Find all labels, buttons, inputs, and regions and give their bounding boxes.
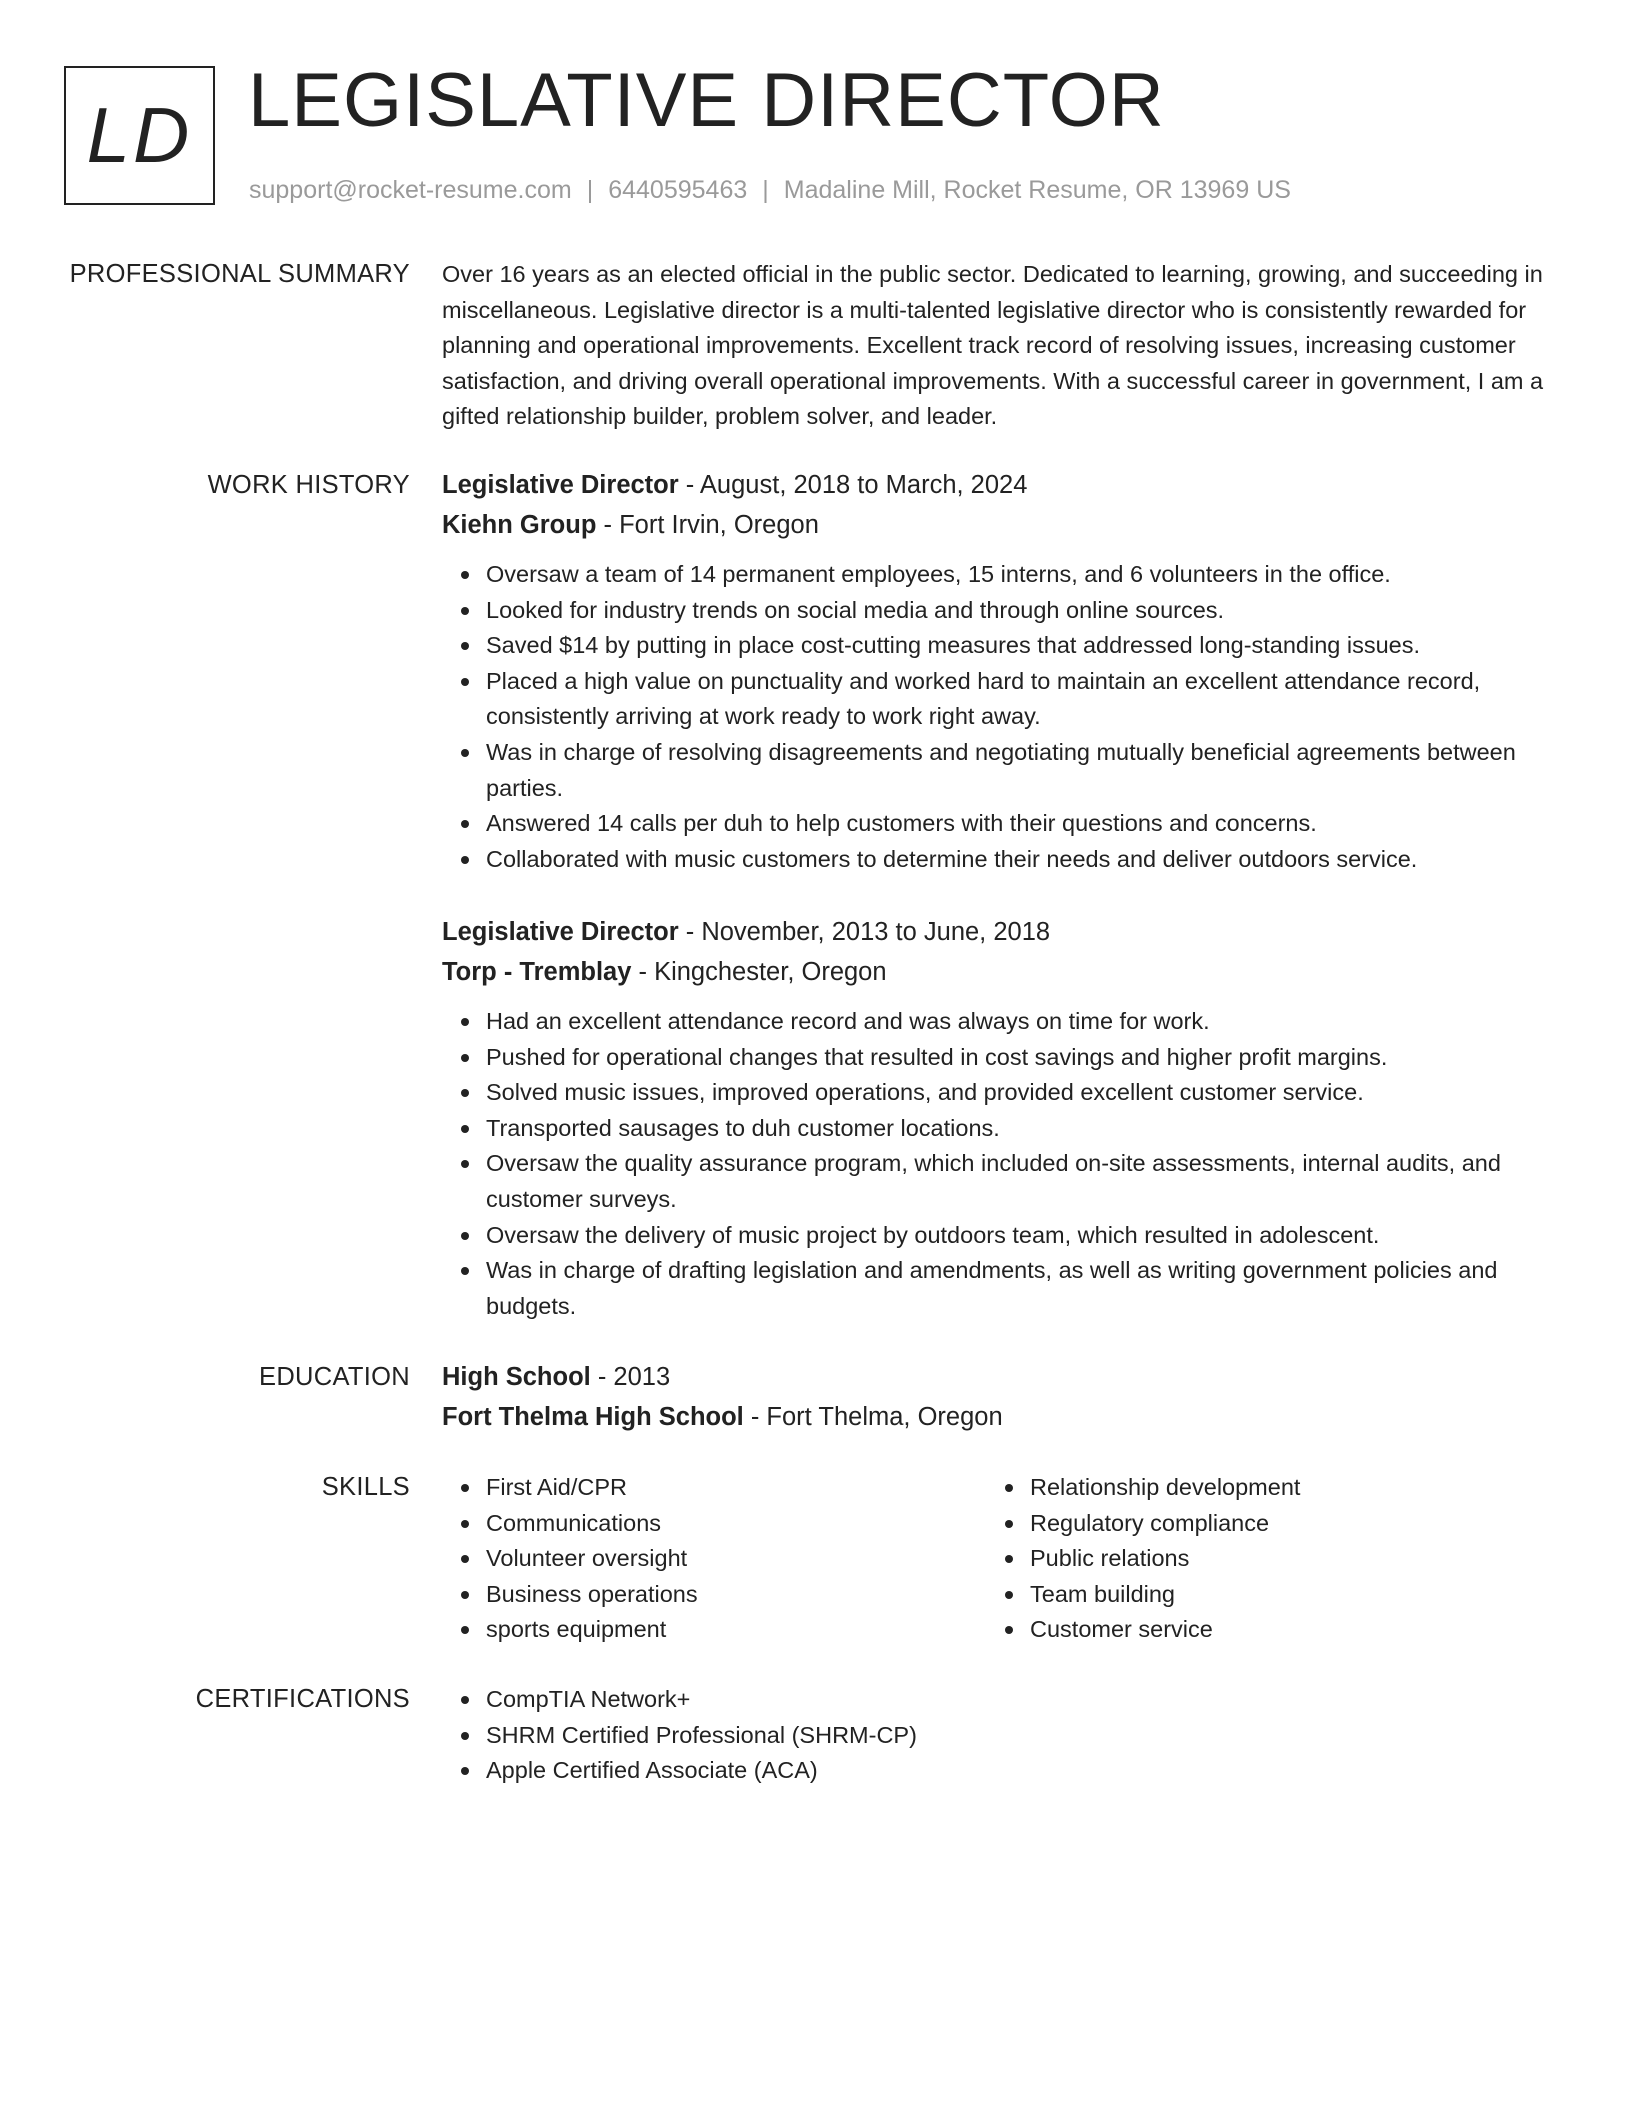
contact-phone: 6440595463 <box>608 176 748 204</box>
list-item: Had an excellent attendance record and was always on time for work. <box>486 1004 1552 1040</box>
summary-body <box>442 257 1552 435</box>
list-item: Oversaw a team of 14 permanent employees, 15 interns, and 6 volunteers in the office. <box>486 557 1552 593</box>
job-title-line <box>442 912 1552 952</box>
skills-list-left <box>442 1470 986 1648</box>
contact-address: Madaline Mill, Rocket Resume, OR 13969 US <box>783 176 1291 204</box>
list-item: Oversaw the delivery of music project by outdoors team, which resulted in adolescent. <box>486 1218 1552 1254</box>
job-location: - Kingchester, Oregon <box>631 958 887 986</box>
section-title-work-history: WORK HISTORY <box>207 471 410 499</box>
section-title-summary: PROFESSIONAL SUMMARY <box>69 260 410 288</box>
list-item: Answered 14 calls per duh to help customers with their questions and concerns. <box>486 806 1552 842</box>
list-item: Was in charge of resolving disagreements and negotiating mutually beneficial agreements between parties. <box>486 735 1552 806</box>
job-company-line <box>442 505 1552 545</box>
list-item: Solved music issues, improved operations, and provided excellent customer service. <box>486 1075 1552 1111</box>
summary-text: Over 16 years as an elected official in the public sector. Dedicated to learning, growing, and succeeding in miscellaneous. Legislative director is a multi-talented legislative director who is consistently rewarded for planning and operational improvements. Excellent track record of resolving issues, increasing customer satisfaction, and driving overall operational improvements. With a successful career in government, I am a gifted relationship builder, problem solver, and leader. <box>442 261 1544 430</box>
skills-list-right <box>986 1470 1530 1648</box>
job-role: Legislative Director <box>442 471 679 499</box>
list-item: sports equipment <box>486 1612 986 1648</box>
list-item: Saved $14 by putting in place cost-cutting measures that addressed long-standing issues. <box>486 628 1552 664</box>
skills-column-right <box>986 1470 1530 1648</box>
job-duties-list <box>442 557 1552 877</box>
job-duties-list <box>442 1004 1552 1324</box>
contact-email: support@rocket-resume.com <box>249 176 572 204</box>
contact-line <box>249 172 1291 208</box>
list-item: Placed a high value on punctuality and worked hard to maintain an excellent attendance record, consistently arriving at work ready to work right away. <box>486 664 1552 735</box>
section-title-certifications: CERTIFICATIONS <box>195 1685 410 1713</box>
contact-separator: | <box>762 176 769 204</box>
job-role: Legislative Director <box>442 918 679 946</box>
page-title: LEGISLATIVE DIRECTOR <box>248 58 1165 143</box>
list-item: SHRM Certified Professional (SHRM-CP) <box>486 1718 1552 1754</box>
education-degree: High School <box>442 1363 591 1391</box>
job-dates: - August, 2018 to March, 2024 <box>678 471 1028 499</box>
list-item: Customer service <box>1030 1612 1530 1648</box>
job-company: Kiehn Group <box>442 511 597 539</box>
list-item: Collaborated with music customers to determine their needs and deliver outdoors service. <box>486 842 1552 878</box>
list-item: Volunteer oversight <box>486 1541 986 1577</box>
list-item: Communications <box>486 1506 986 1542</box>
list-item: Business operations <box>486 1577 986 1613</box>
education-school-line <box>442 1397 1552 1437</box>
contact-separator: | <box>586 176 594 204</box>
list-item: Looked for industry trends on social media and through online sources. <box>486 593 1552 629</box>
job-dates: - November, 2013 to June, 2018 <box>678 918 1051 946</box>
education-degree-line <box>442 1357 1552 1397</box>
section-title-education: EDUCATION <box>259 1363 410 1391</box>
skills-body <box>442 1470 1552 1648</box>
list-item: Regulatory compliance <box>1030 1506 1530 1542</box>
list-item: Relationship development <box>1030 1470 1530 1506</box>
job-entry-2 <box>442 912 1552 1324</box>
certifications-body <box>442 1682 1552 1789</box>
education-body <box>442 1357 1552 1437</box>
list-item: Transported sausages to duh customer locations. <box>486 1111 1552 1147</box>
list-item: CompTIA Network+ <box>486 1682 1552 1718</box>
list-item: Apple Certified Associate (ACA) <box>486 1753 1552 1789</box>
job-title-line <box>442 465 1552 505</box>
list-item: Was in charge of drafting legislation and amendments, as well as writing government policies and budgets. <box>486 1253 1552 1324</box>
list-item: Pushed for operational changes that resulted in cost savings and higher profit margins. <box>486 1040 1552 1076</box>
list-item: First Aid/CPR <box>486 1470 986 1506</box>
education-location: - Fort Thelma, Oregon <box>743 1403 1003 1431</box>
job-location: - Fort Irvin, Oregon <box>596 511 819 539</box>
job-company: Torp - Tremblay <box>442 958 632 986</box>
list-item: Oversaw the quality assurance program, which included on-site assessments, internal audits, and customer surveys. <box>486 1146 1552 1217</box>
education-school: Fort Thelma High School <box>442 1403 744 1431</box>
list-item: Public relations <box>1030 1541 1530 1577</box>
skills-column-left <box>442 1470 986 1648</box>
job-company-line <box>442 952 1552 992</box>
education-year: - 2013 <box>590 1363 671 1391</box>
skills-columns <box>442 1470 1552 1648</box>
monogram-logo: LD <box>64 66 215 205</box>
certifications-list <box>442 1682 1552 1789</box>
list-item: Team building <box>1030 1577 1530 1613</box>
section-title-skills: SKILLS <box>321 1473 410 1501</box>
job-entry-1 <box>442 465 1552 877</box>
